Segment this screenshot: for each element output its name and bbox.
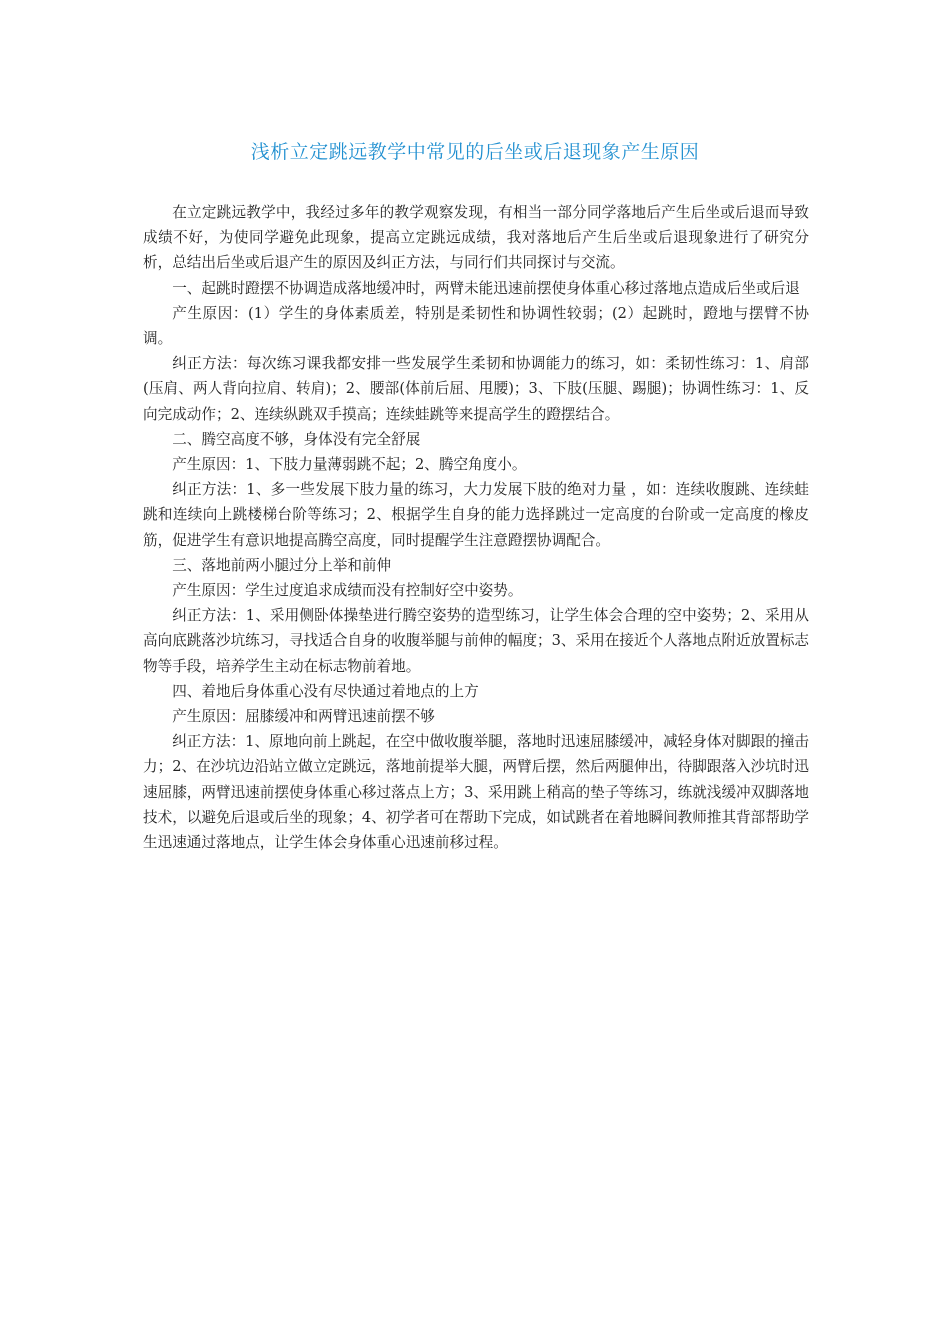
section-1-correction: 纠正方法：每次练习课我都安排一些发展学生柔韧和协调能力的练习，如：柔韧性练习：1、肩部(压肩、两人背向拉肩、转肩)；2、腰部(体前后屈、甩腰)；3、下肢(压腿、踢腿)；协调性练习：1、反向完成动作；2、连续纵跳双手摸高；连续蛙跳等来提高学生的蹬摆结合。	[143, 355, 809, 423]
intro-paragraph: 在立定跳远教学中，我经过多年的教学观察发现，有相当一部分同学落地后产生后坐或后退而导致成绩不好，为使同学避免此现象，提高立定跳远成绩，我对落地后产生后坐或后退现象进行了研究分析，总结出后坐或后退产生的原因及纠正方法，与同行们共同探讨与交流。	[143, 204, 809, 272]
section-3-heading: 三、落地前两小腿过分上举和前伸	[172, 556, 392, 574]
section-1-heading: 一、起跳时蹬摆不协调造成落地缓冲时，两臂未能迅速前摆使身体重心移过落地点造成后坐或后退	[172, 279, 800, 297]
section-2-cause: 产生原因：1、下肢力量薄弱跳不起；2、腾空角度小。	[172, 456, 527, 474]
section-4-correction: 纠正方法：1、原地向前上跳起，在空中做收腹举腿，落地时迅速屈膝缓冲，减轻身体对脚跟的撞击力；2、在沙坑边沿站立做立定跳远，落地前提举大腿，两臂后摆，然后两腿伸出，待脚跟落入沙坑时迅速屈膝，两臂迅速前摆使身体重心移过落点上方；3、采用跳上稍高的垫子等练习，练就浅缓冲双脚落地技术，以避免后退或后坐的现象；4、初学者可在帮助下完成，如试跳者在着地瞬间教师推其背部帮助学生迅速通过落地点，让学生体会身体重心迅速前移过程。	[143, 733, 810, 852]
document-title: 浅析立定跳远教学中常见的后坐或后退现象产生原因	[250, 141, 700, 163]
section-1-cause: 产生原因：(1）学生的身体素质差，特别是柔韧性和协调性较弱；(2）起跳时，蹬地与摆臂不协调。	[143, 304, 809, 348]
section-4-heading: 四、着地后身体重心没有尽快通过着地点的上方	[172, 682, 479, 700]
document-body	[143, 200, 809, 855]
section-3-correction: 纠正方法：1、采用侧卧体操垫进行腾空姿势的造型练习，让学生体会合理的空中姿势；2、采用从高向底跳落沙坑练习，寻找适合自身的收腹举腿与前伸的幅度；3、采用在接近个人落地点附近放置标志物等手段，培养学生主动在标志物前着地。	[143, 607, 810, 675]
section-4-cause: 产生原因：屈膝缓冲和两臂迅速前摆不够	[172, 708, 435, 726]
section-3-cause: 产生原因：学生过度追求成绩而没有控制好空中姿势。	[172, 582, 523, 600]
section-2-correction: 纠正方法：1、多一些发展下肢力量的练习，大力发展下肢的绝对力量 ，如：连续收腹跳、连续蛙跳和连续向上跳楼梯台阶等练习；2、根据学生自身的能力选择跳过一定高度的台阶或一定高度的橡皮筋，促进学生有意识地提高腾空高度，同时提醒学生注意蹬摆协调配合。	[143, 481, 809, 549]
section-2-heading: 二、腾空高度不够，身体没有完全舒展	[172, 430, 421, 448]
